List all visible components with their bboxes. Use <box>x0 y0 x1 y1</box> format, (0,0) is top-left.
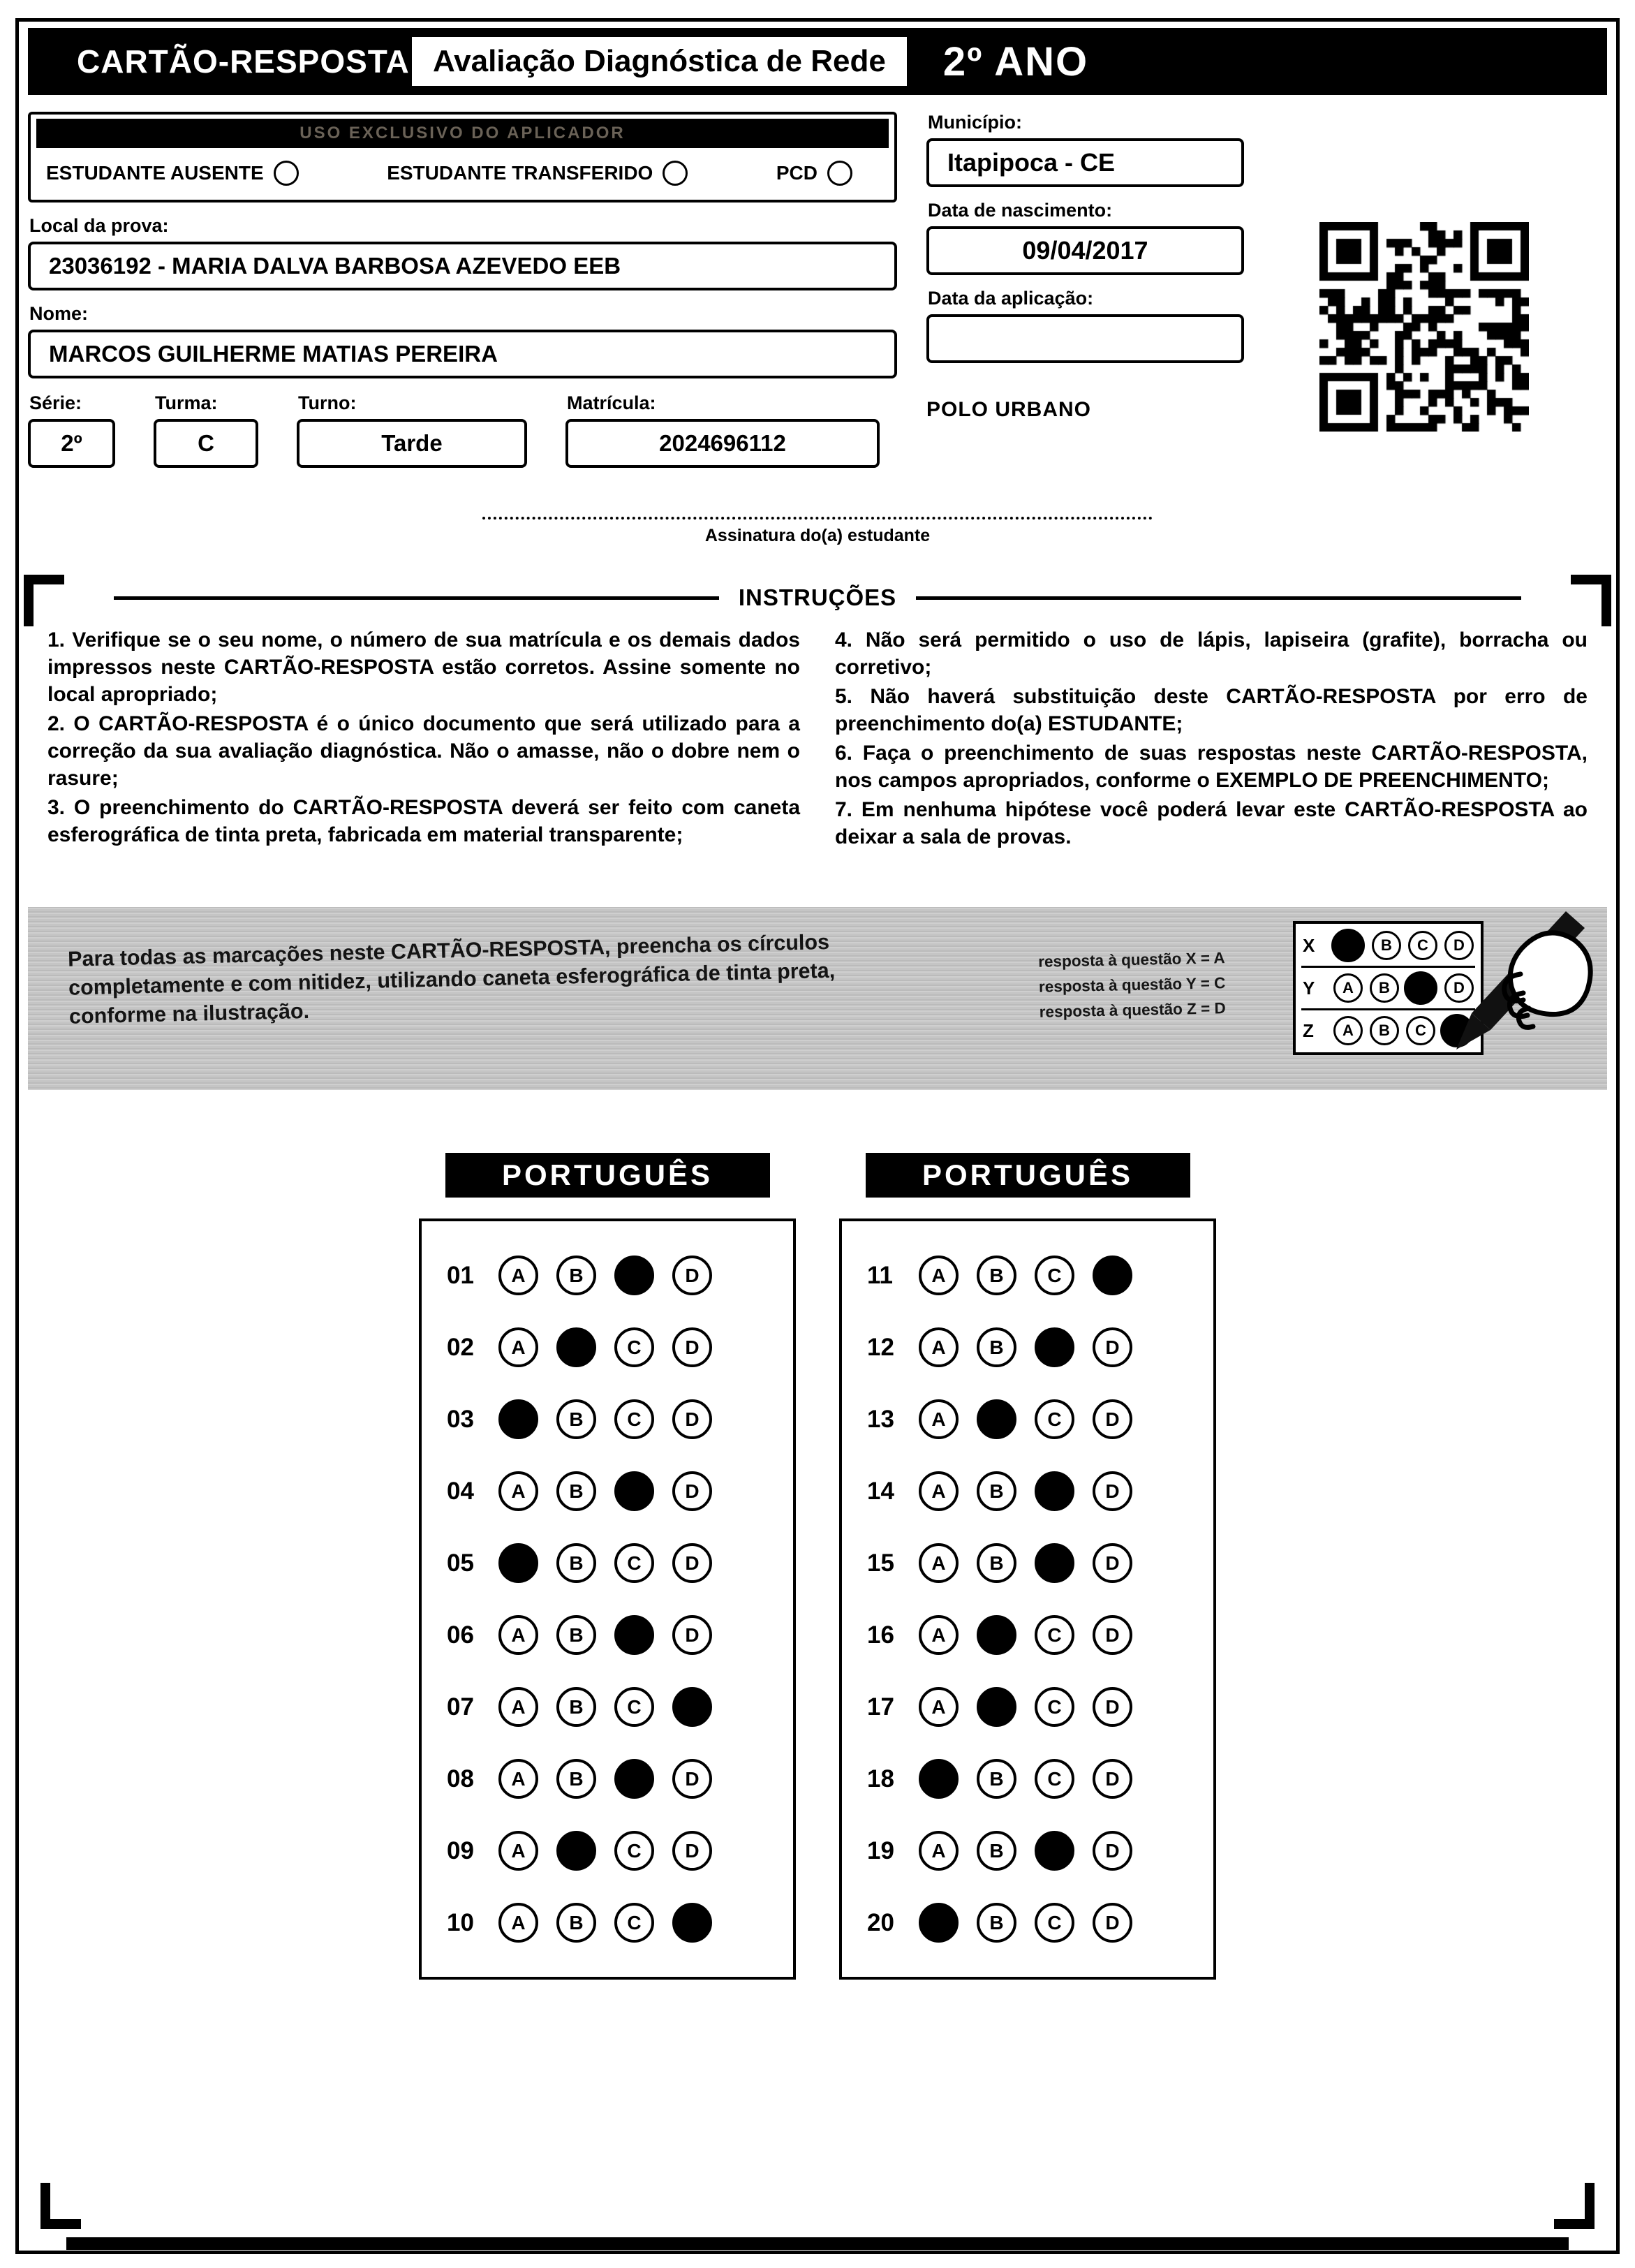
answer-bubble-d-filled[interactable] <box>672 1903 712 1943</box>
applicator-bar-label: USO EXCLUSIVO DO APLICADOR <box>36 119 889 148</box>
answer-grid <box>839 1218 1216 1980</box>
aplicacao-label: Data da aplicação: <box>928 288 1094 309</box>
answer-bubble-b-filled[interactable] <box>556 1327 596 1367</box>
answer-bubble-d[interactable]: D <box>1093 1543 1132 1583</box>
question-row <box>447 1383 793 1455</box>
question-number: 20 <box>867 1908 894 1936</box>
answer-bubble-a-filled[interactable] <box>919 1903 959 1943</box>
instructions-title-row <box>47 584 1588 611</box>
question-number: 18 <box>867 1765 894 1792</box>
example-legend <box>1038 945 1227 1025</box>
question-row <box>447 1671 793 1743</box>
turma-label: Turma: <box>155 392 218 413</box>
instructions-left-column <box>47 626 800 853</box>
answer-bubble-b[interactable]: B <box>1370 1016 1399 1045</box>
bottom-timing-bar <box>66 2237 1569 2250</box>
header-bar <box>28 28 1607 95</box>
nome-field[interactable]: MARCOS GUILHERME MATIAS PEREIRA <box>28 330 897 378</box>
answer-bubble-d-filled[interactable] <box>672 1687 712 1727</box>
local-prova-label: Local da prova: <box>29 215 169 236</box>
answer-bubble-c[interactable]: C <box>614 1327 654 1367</box>
answer-bubble-b[interactable]: B <box>977 1903 1016 1943</box>
answer-bubble-d[interactable]: D <box>1093 1399 1132 1439</box>
option-estudante-ausente <box>46 161 299 186</box>
example-band <box>28 907 1607 1090</box>
question-number: 09 <box>447 1836 474 1864</box>
answer-bubble-d[interactable]: D <box>1093 1327 1132 1367</box>
answer-bubble-b[interactable]: B <box>977 1759 1016 1799</box>
instructions-title: INSTRUÇÕES <box>738 584 897 610</box>
answer-bubble-a[interactable]: A <box>919 1256 959 1295</box>
question-number: 19 <box>867 1836 894 1864</box>
question-row <box>867 1527 1213 1599</box>
answer-bubble-d[interactable]: D <box>1093 1615 1132 1655</box>
answer-bubble-b[interactable]: B <box>556 1256 596 1295</box>
qr-code <box>1319 222 1529 432</box>
answer-bubble-a[interactable]: A <box>919 1543 959 1583</box>
turno-group <box>297 380 527 468</box>
question-number: 05 <box>447 1549 474 1577</box>
turma-group <box>154 380 258 468</box>
answer-bubble-c[interactable]: C <box>1035 1903 1074 1943</box>
answer-bubble-d[interactable]: D <box>672 1256 712 1295</box>
answer-bubble-d-filled[interactable] <box>1093 1256 1132 1295</box>
answer-bubble-b[interactable]: B <box>977 1543 1016 1583</box>
answer-bubble-a[interactable]: A <box>498 1615 538 1655</box>
page-title: CARTÃO-RESPOSTA <box>77 43 410 80</box>
question-row <box>867 1599 1213 1671</box>
student-data-column <box>28 112 897 468</box>
serie-group <box>28 380 115 468</box>
question-row <box>447 1815 793 1887</box>
nascimento-field[interactable]: 09/04/2017 <box>926 226 1244 275</box>
answer-bubble-a[interactable]: A <box>919 1831 959 1871</box>
question-number: 08 <box>447 1765 474 1792</box>
option-label: ESTUDANTE TRANSFERIDO <box>387 162 653 184</box>
answer-bubble-c[interactable]: C <box>1035 1759 1074 1799</box>
question-row <box>447 1887 793 1959</box>
question-number: 06 <box>447 1621 474 1649</box>
serie-label: Série: <box>29 392 82 413</box>
answer-bubble-c-filled[interactable] <box>614 1759 654 1799</box>
question-number: 13 <box>867 1405 894 1433</box>
answer-bubble-a[interactable]: A <box>919 1327 959 1367</box>
answer-bubble-c-filled[interactable] <box>1035 1543 1074 1583</box>
question-number: 11 <box>867 1261 893 1289</box>
answer-bubble-d[interactable]: D <box>1093 1831 1132 1871</box>
answer-bubble-a[interactable]: A <box>498 1687 538 1727</box>
question-number: 17 <box>867 1693 894 1721</box>
instruction-item: 5. Não haverá substituição deste CARTÃO-RESPOSTA por erro de preenchimento do(a) ESTUDANTE; <box>835 685 1588 735</box>
answer-bubble-d[interactable]: D <box>1093 1687 1132 1727</box>
registration-mark-bottom-left <box>40 2183 81 2229</box>
answer-bubble-d[interactable]: D <box>1093 1759 1132 1799</box>
answer-bubble-c-filled[interactable] <box>614 1615 654 1655</box>
subject-header: PORTUGUÊS <box>445 1153 770 1198</box>
serie-field[interactable]: 2º <box>28 419 115 468</box>
question-row <box>867 1671 1213 1743</box>
question-row <box>447 1599 793 1671</box>
signature-label: Assinatura do(a) estudante <box>704 526 931 545</box>
question-number: 12 <box>867 1333 894 1361</box>
question-row <box>867 1743 1213 1815</box>
answer-bubble-b-filled[interactable] <box>977 1687 1016 1727</box>
answer-bubble-a[interactable]: A <box>1333 1016 1363 1045</box>
location-data-column <box>926 112 1244 468</box>
answer-bubble-b[interactable]: B <box>1372 931 1401 960</box>
answer-grid <box>419 1218 796 1980</box>
question-row <box>867 1815 1213 1887</box>
answer-bubble-c[interactable]: C <box>1408 931 1437 960</box>
answer-column <box>839 1153 1216 1980</box>
municipio-label: Município: <box>928 112 1022 133</box>
answer-bubble-c-filled[interactable] <box>1035 1831 1074 1871</box>
answer-bubble-b[interactable]: B <box>556 1543 596 1583</box>
answer-bubble-a[interactable]: A <box>919 1471 959 1511</box>
title-rule-right <box>916 596 1521 600</box>
answer-bubble-b[interactable]: B <box>977 1471 1016 1511</box>
question-number: 10 <box>447 1908 474 1936</box>
answer-bubble-c[interactable]: C <box>614 1543 654 1583</box>
answer-bubble-a[interactable]: A <box>1333 973 1363 1003</box>
answer-bubble-b[interactable]: B <box>556 1471 596 1511</box>
question-row <box>447 1743 793 1815</box>
answer-bubble-c[interactable]: C <box>1406 1016 1435 1045</box>
municipio-field[interactable]: Itapipoca - CE <box>926 138 1244 187</box>
assessment-title: Avaliação Diagnóstica de Rede <box>412 37 907 86</box>
example-row-label: X <box>1303 934 1315 956</box>
answer-bubble-d[interactable]: D <box>672 1543 712 1583</box>
answer-bubble-d[interactable]: D <box>1444 931 1474 960</box>
answer-bubble-d[interactable]: D <box>672 1759 712 1799</box>
applicator-options <box>31 148 894 200</box>
instruction-item: 7. Em nenhuma hipótese você poderá levar este CARTÃO-RESPOSTA ao deixar a sala de provas. <box>835 798 1588 848</box>
turma-field[interactable]: C <box>154 419 258 468</box>
registration-mark-top-right <box>1571 575 1611 626</box>
answer-sections <box>28 1153 1607 1980</box>
instructions-section <box>28 584 1607 853</box>
instruction-item: 2. O CARTÃO-RESPOSTA é o único documento que será utilizado para a correção da sua avaliação diagnóstica. Não o amasse, não o dobre nem o rasure; <box>47 712 800 790</box>
aplicacao-field[interactable] <box>926 314 1244 363</box>
pcd-checkbox-circle[interactable] <box>827 161 852 186</box>
example-row-label: Y <box>1303 977 1315 999</box>
answer-bubble-a[interactable]: A <box>498 1759 538 1799</box>
question-number: 15 <box>867 1549 894 1577</box>
answer-bubble-b[interactable]: B <box>556 1759 596 1799</box>
answer-bubble-a[interactable]: A <box>498 1327 538 1367</box>
legend-line: resposta à questão X = A <box>1038 949 1225 971</box>
answer-bubble-c[interactable]: C <box>614 1831 654 1871</box>
form-section <box>28 112 1607 468</box>
answer-bubble-d[interactable]: D <box>1093 1471 1132 1511</box>
answer-bubble-b[interactable]: B <box>556 1687 596 1727</box>
legend-line: resposta à questão Y = C <box>1038 974 1226 996</box>
answer-bubble-b[interactable]: B <box>977 1831 1016 1871</box>
matricula-group <box>565 380 880 468</box>
answer-bubble-c-filled[interactable] <box>614 1256 654 1295</box>
answer-bubble-d[interactable]: D <box>672 1471 712 1511</box>
answer-bubble-c[interactable]: C <box>614 1399 654 1439</box>
answer-bubble-a[interactable]: A <box>498 1831 538 1871</box>
registration-mark-top-left <box>24 575 64 626</box>
instructions-columns <box>47 626 1588 853</box>
instruction-item: 1. Verifique se o seu nome, o número de sua matrícula e os demais dados impressos neste CARTÃO-RESPOSTA estão corretos. Assine somente no local apropriado; <box>47 628 800 706</box>
answer-bubble-c[interactable]: C <box>1035 1399 1074 1439</box>
nascimento-label: Data de nascimento: <box>928 200 1113 221</box>
instructions-right-column <box>835 626 1588 853</box>
answer-bubble-b[interactable]: B <box>556 1399 596 1439</box>
answer-bubble-c[interactable]: C <box>1035 1615 1074 1655</box>
answer-bubble-b-filled[interactable] <box>556 1831 596 1871</box>
answer-bubble-d[interactable]: D <box>1093 1903 1132 1943</box>
local-prova-field[interactable]: 23036192 - MARIA DALVA BARBOSA AZEVEDO EEB <box>28 242 897 290</box>
question-number: 14 <box>867 1477 894 1505</box>
answer-bubble-a[interactable]: A <box>919 1399 959 1439</box>
option-estudante-transferido <box>387 161 688 186</box>
subject-header: PORTUGUÊS <box>866 1153 1190 1198</box>
question-number: 04 <box>447 1477 474 1505</box>
question-number: 07 <box>447 1693 474 1721</box>
question-row <box>447 1527 793 1599</box>
answer-bubble-a-filled[interactable] <box>498 1399 538 1439</box>
option-label: PCD <box>776 162 818 184</box>
question-row <box>867 1455 1213 1527</box>
signature-area <box>28 517 1607 546</box>
answer-bubble-c[interactable]: C <box>1035 1687 1074 1727</box>
question-row <box>867 1383 1213 1455</box>
answer-bubble-b-filled[interactable] <box>977 1399 1016 1439</box>
option-pcd <box>776 161 852 186</box>
registration-mark-bottom-right <box>1554 2183 1595 2229</box>
answer-bubble-b[interactable]: B <box>977 1327 1016 1367</box>
question-row <box>867 1311 1213 1383</box>
question-row <box>447 1455 793 1527</box>
answer-bubble-a[interactable]: A <box>498 1903 538 1943</box>
answer-bubble-c[interactable]: C <box>614 1903 654 1943</box>
answer-bubble-c[interactable]: C <box>614 1687 654 1727</box>
signature-line[interactable] <box>482 517 1153 520</box>
inline-fields-row <box>28 380 897 468</box>
hand-pen-illustration <box>1424 910 1597 1070</box>
question-number: 16 <box>867 1621 894 1649</box>
question-row <box>447 1239 793 1311</box>
answer-bubble-d[interactable]: D <box>672 1615 712 1655</box>
title-rule-left <box>114 596 719 600</box>
answer-column <box>419 1153 796 1980</box>
matricula-field[interactable]: 2024696112 <box>565 419 880 468</box>
legend-line: resposta à questão Z = D <box>1039 999 1226 1021</box>
answer-bubble-b[interactable]: B <box>556 1615 596 1655</box>
answer-bubble-c-filled[interactable] <box>1035 1471 1074 1511</box>
answer-bubble-d[interactable]: D <box>1444 973 1474 1003</box>
instruction-item: 6. Faça o preenchimento de suas respostas neste CARTÃO-RESPOSTA, nos campos apropriados, conforme o EXEMPLO DE PREENCHIMENTO; <box>835 742 1588 792</box>
instruction-item: 3. O preenchimento do CARTÃO-RESPOSTA deverá ser feito com caneta esferográfica de tinta preta, fabricada em material transparente; <box>47 796 800 846</box>
answer-bubble-c-filled[interactable] <box>1035 1327 1074 1367</box>
transferido-checkbox-circle[interactable] <box>663 161 688 186</box>
turno-label: Turno: <box>298 392 357 413</box>
option-label: ESTUDANTE AUSENTE <box>46 162 264 184</box>
instruction-item: 4. Não será permitido o uso de lápis, lapiseira (grafite), borracha ou corretivo; <box>835 628 1588 679</box>
answer-bubble-d[interactable]: D <box>672 1327 712 1367</box>
answer-bubble-b[interactable]: B <box>556 1903 596 1943</box>
applicator-box <box>28 112 897 202</box>
answer-bubble-d[interactable]: D <box>672 1831 712 1871</box>
question-number: 03 <box>447 1405 474 1433</box>
answer-bubble-c[interactable]: C <box>1035 1256 1074 1295</box>
turno-field[interactable]: Tarde <box>297 419 527 468</box>
answer-bubble-a[interactable]: A <box>498 1256 538 1295</box>
answer-bubble-a-filled[interactable] <box>498 1543 538 1583</box>
answer-bubble-a[interactable]: A <box>919 1687 959 1727</box>
question-row <box>447 1311 793 1383</box>
question-number: 02 <box>447 1333 474 1361</box>
polo-label: POLO URBANO <box>926 398 1091 421</box>
question-row <box>867 1239 1213 1311</box>
answer-bubble-b[interactable]: B <box>1370 973 1399 1003</box>
question-row <box>867 1887 1213 1959</box>
answer-bubble-a-filled[interactable] <box>1331 929 1365 962</box>
example-row-label: Z <box>1303 1019 1314 1041</box>
answer-bubble-a[interactable]: A <box>498 1471 538 1511</box>
answer-bubble-a-filled[interactable] <box>919 1759 959 1799</box>
matricula-label: Matrícula: <box>567 392 656 413</box>
example-instruction-text: Para todas as marcações neste CARTÃO-RESPOSTA, preencha os círculos completamente e com nitidez, utilizando caneta esferográfica de tinta preta, conforme na ilustração. <box>67 929 836 1029</box>
qr-code-area <box>1319 222 1529 468</box>
answer-bubble-b-filled[interactable] <box>977 1615 1016 1655</box>
ausente-checkbox-circle[interactable] <box>274 161 299 186</box>
answer-bubble-c-filled[interactable] <box>614 1471 654 1511</box>
question-number: 01 <box>447 1261 474 1289</box>
answer-bubble-a[interactable]: A <box>919 1615 959 1655</box>
grade-label: 2º ANO <box>942 38 1089 84</box>
answer-bubble-b[interactable]: B <box>977 1256 1016 1295</box>
nome-label: Nome: <box>29 303 89 324</box>
answer-bubble-d[interactable]: D <box>672 1399 712 1439</box>
